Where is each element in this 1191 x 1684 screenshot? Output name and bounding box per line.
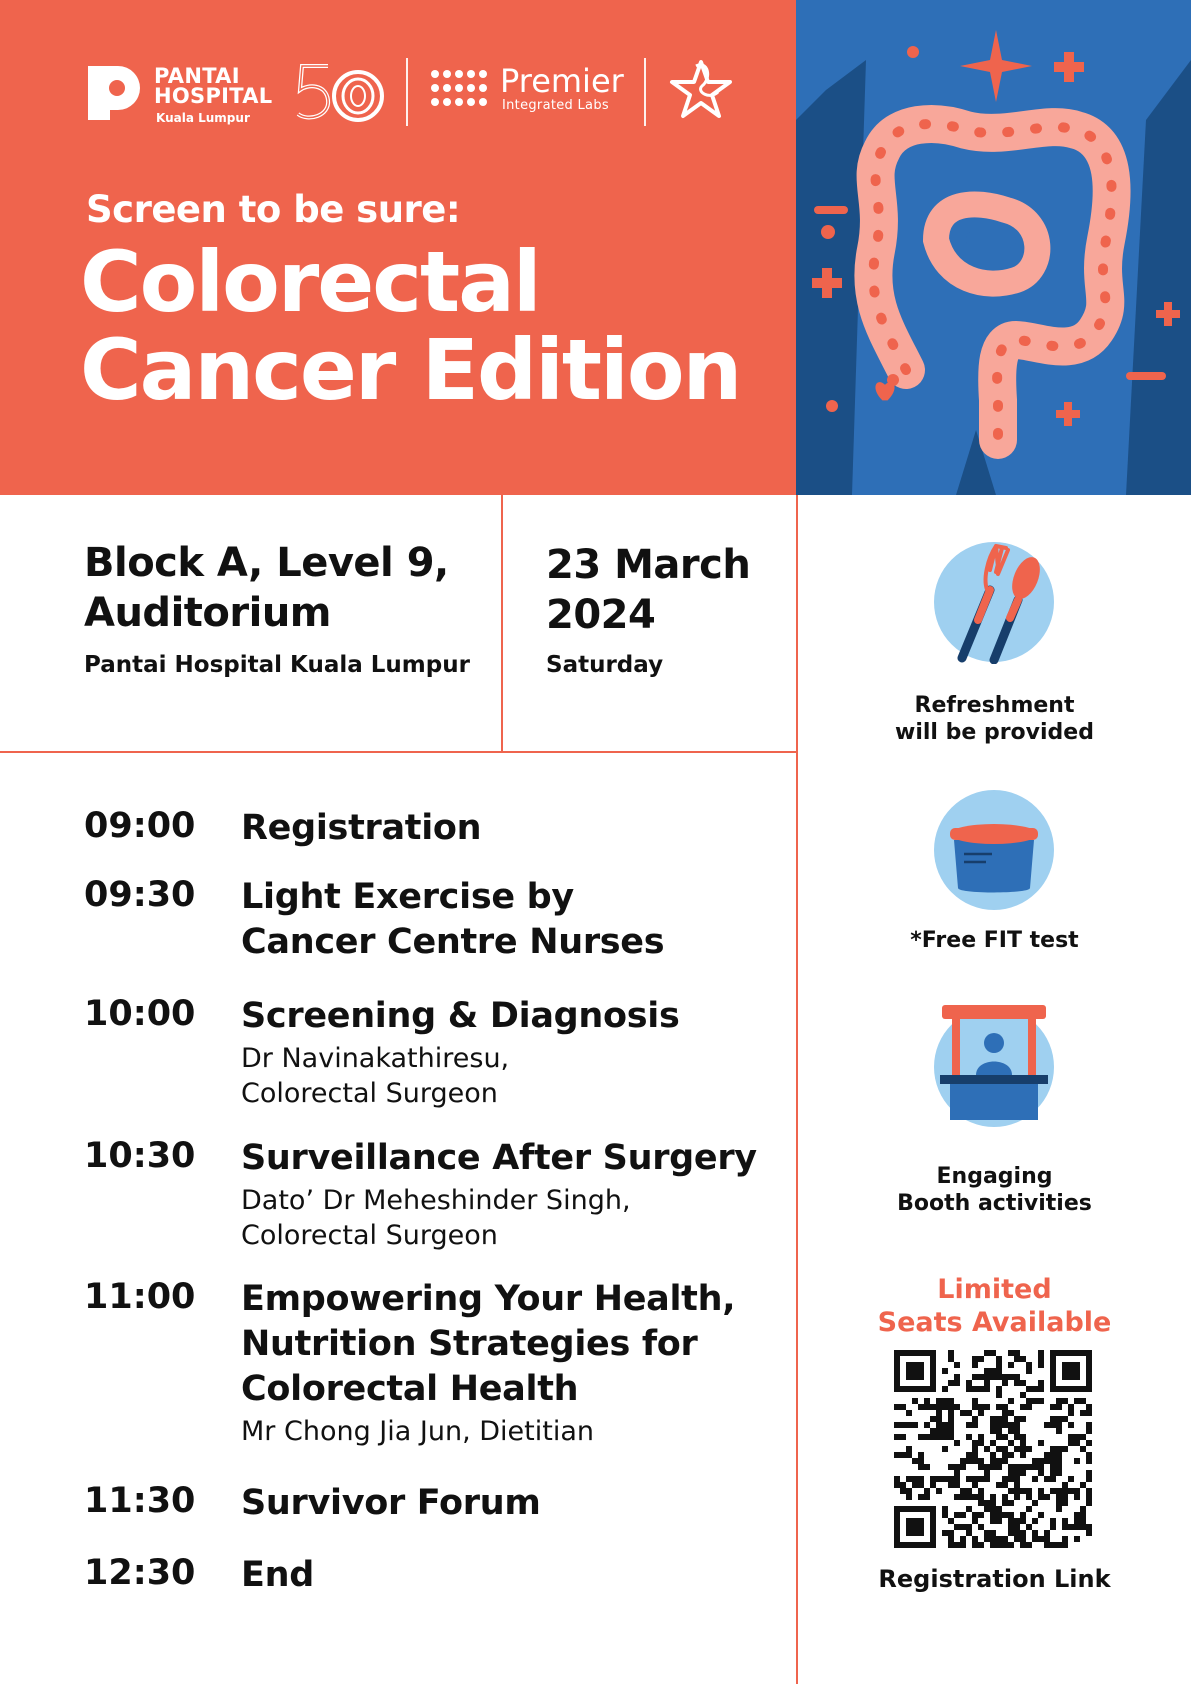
venue-line-2: Auditorium (84, 590, 331, 636)
schedule-event (241, 994, 781, 1111)
registration-link[interactable]: Registration Link (878, 1565, 1111, 1593)
pantai-mark-icon (84, 62, 142, 122)
feature-label-line: Engaging (936, 1164, 1053, 1189)
schedule-title: Surveillance After Surgery (241, 1138, 757, 1178)
schedule-event (241, 1553, 781, 1598)
logo-separator (406, 58, 408, 126)
date-line-1: 23 March (546, 542, 751, 588)
feature-label-line: Refreshment (914, 693, 1075, 718)
schedule-speaker: Mr Chong Jia Jun, Dietitian (241, 1416, 594, 1447)
date-block (546, 540, 786, 678)
feature-label-line: Booth activities (897, 1191, 1092, 1216)
feature-label-line: *Free FIT test (910, 928, 1079, 953)
limited-line-1: Limited (937, 1274, 1052, 1305)
premier-sub: Integrated Labs (502, 98, 609, 113)
event-title-line-1: Colorectal (80, 233, 540, 331)
venue-line-1: Block A, Level 9, (84, 540, 449, 586)
schedule-time: 10:30 (84, 1136, 196, 1176)
schedule-event (241, 1481, 781, 1526)
premier-name: Premier (500, 62, 624, 100)
premier-labs-logo (430, 62, 630, 126)
feature-label-refreshment (798, 692, 1191, 746)
event-title-line-2: Cancer Edition (80, 321, 741, 419)
feature-label-fit (798, 927, 1191, 954)
schedule-time: 12:30 (84, 1553, 196, 1593)
feature-label-booth (798, 1163, 1191, 1217)
limited-seats (798, 1273, 1191, 1339)
schedule-speaker: Dr Navinakathiresu, Colorectal Surgeon (241, 1043, 510, 1109)
limited-line-2: Seats Available (877, 1307, 1112, 1338)
schedule-time: 11:30 (84, 1481, 196, 1521)
pantai-hospital-logo (84, 58, 284, 128)
date-day: Saturday (546, 652, 664, 678)
schedule-title: End (241, 1555, 314, 1595)
logo-separator (644, 58, 646, 126)
pantai-text-1: PANTAI (154, 64, 240, 88)
registration-qr-code[interactable] (894, 1350, 1092, 1548)
corum-star-logo (666, 56, 736, 126)
date-line-2: 2024 (546, 592, 656, 638)
colon-illustration (796, 0, 1191, 495)
schedule-title: Empowering Your Health, Nutrition Strategies for Colorectal Health (241, 1279, 736, 1409)
schedule-title: Registration (241, 808, 482, 848)
event-title (80, 233, 780, 419)
schedule-time: 11:00 (84, 1277, 196, 1317)
schedule-time: 10:00 (84, 994, 196, 1034)
pantai-text-2: HOSPITAL (154, 84, 273, 108)
event-subtitle: Screen to be sure: (86, 188, 461, 231)
booth-icon (932, 1005, 1056, 1129)
premier-dots-icon (430, 68, 492, 110)
schedule-event (241, 1136, 781, 1253)
schedule-title: Light Exercise by Cancer Centre Nurses (241, 877, 665, 962)
schedule-event (241, 875, 681, 965)
colon-illustration-icon (796, 0, 1191, 495)
logo-bar (84, 52, 764, 132)
schedule-time: 09:00 (84, 806, 196, 846)
schedule-time: 09:30 (84, 875, 196, 915)
venue-hospital: Pantai Hospital Kuala Lumpur (84, 652, 470, 678)
venue-date-divider (501, 495, 503, 753)
fifty-years-logo (294, 58, 386, 126)
pantai-text-3: Kuala Lumpur (156, 111, 250, 125)
feature-label-line: will be provided (895, 720, 1094, 745)
venue-block (84, 538, 484, 678)
horizontal-divider (0, 751, 797, 753)
test-kit-icon (932, 788, 1056, 912)
header-banner (0, 0, 796, 495)
schedule-event (241, 806, 781, 851)
feature-column (798, 495, 1191, 1684)
schedule-title: Survivor Forum (241, 1483, 541, 1523)
schedule-speaker: Dato’ Dr Meheshinder Singh, Colorectal Surgeon (241, 1185, 631, 1251)
schedule-event (241, 1277, 781, 1449)
schedule-title: Screening & Diagnosis (241, 996, 680, 1036)
utensils-icon (932, 540, 1056, 664)
